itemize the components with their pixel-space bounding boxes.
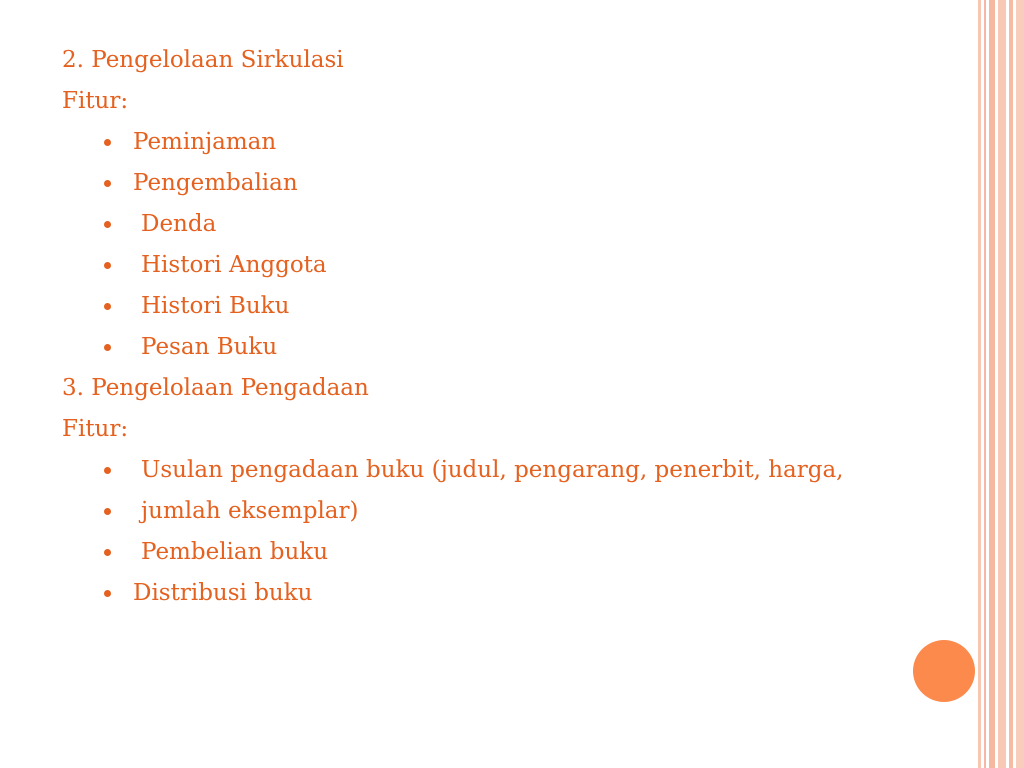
decorative-stripe: [1016, 0, 1024, 768]
feature-list-pengadaan: [62, 456, 862, 607]
bullet-icon: [104, 303, 111, 310]
bullet-icon: [104, 508, 111, 515]
bullet-icon: [104, 467, 111, 474]
bullet-icon: [104, 549, 111, 556]
decorative-stripe: [989, 0, 995, 768]
list-item: Usulan pengadaan buku (judul, pengarang, penerbit, harga,: [62, 456, 862, 484]
section-subheading-fitur: Fitur:: [62, 416, 129, 442]
decorative-stripe: [1009, 0, 1013, 768]
list-item: Distribusi buku: [62, 579, 862, 607]
section-heading-pengadaan: 3. Pengelolaan Pengadaan: [62, 375, 369, 401]
bullet-icon: [104, 262, 111, 269]
list-item: Peminjaman: [62, 128, 862, 156]
list-item: Pesan Buku: [62, 333, 862, 361]
section-subheading-fitur: Fitur:: [62, 88, 129, 114]
decorative-circle: [913, 640, 975, 702]
bullet-icon: [104, 344, 111, 351]
decorative-stripe: [978, 0, 981, 768]
bullet-icon: [104, 590, 111, 597]
list-item: Pembelian buku: [62, 538, 862, 566]
decorative-stripe: [998, 0, 1006, 768]
bullet-icon: [104, 221, 111, 228]
slide-content: [62, 46, 862, 620]
list-item: jumlah eksemplar): [62, 497, 862, 525]
feature-list-sirkulasi: [62, 128, 862, 361]
bullet-icon: [104, 139, 111, 146]
list-item: Histori Anggota: [62, 251, 862, 279]
decorative-stripe: [984, 0, 986, 768]
list-item: Pengembalian: [62, 169, 862, 197]
list-item: Denda: [62, 210, 862, 238]
section-heading-sirkulasi: 2. Pengelolaan Sirkulasi: [62, 47, 344, 73]
bullet-icon: [104, 180, 111, 187]
list-item: Histori Buku: [62, 292, 862, 320]
